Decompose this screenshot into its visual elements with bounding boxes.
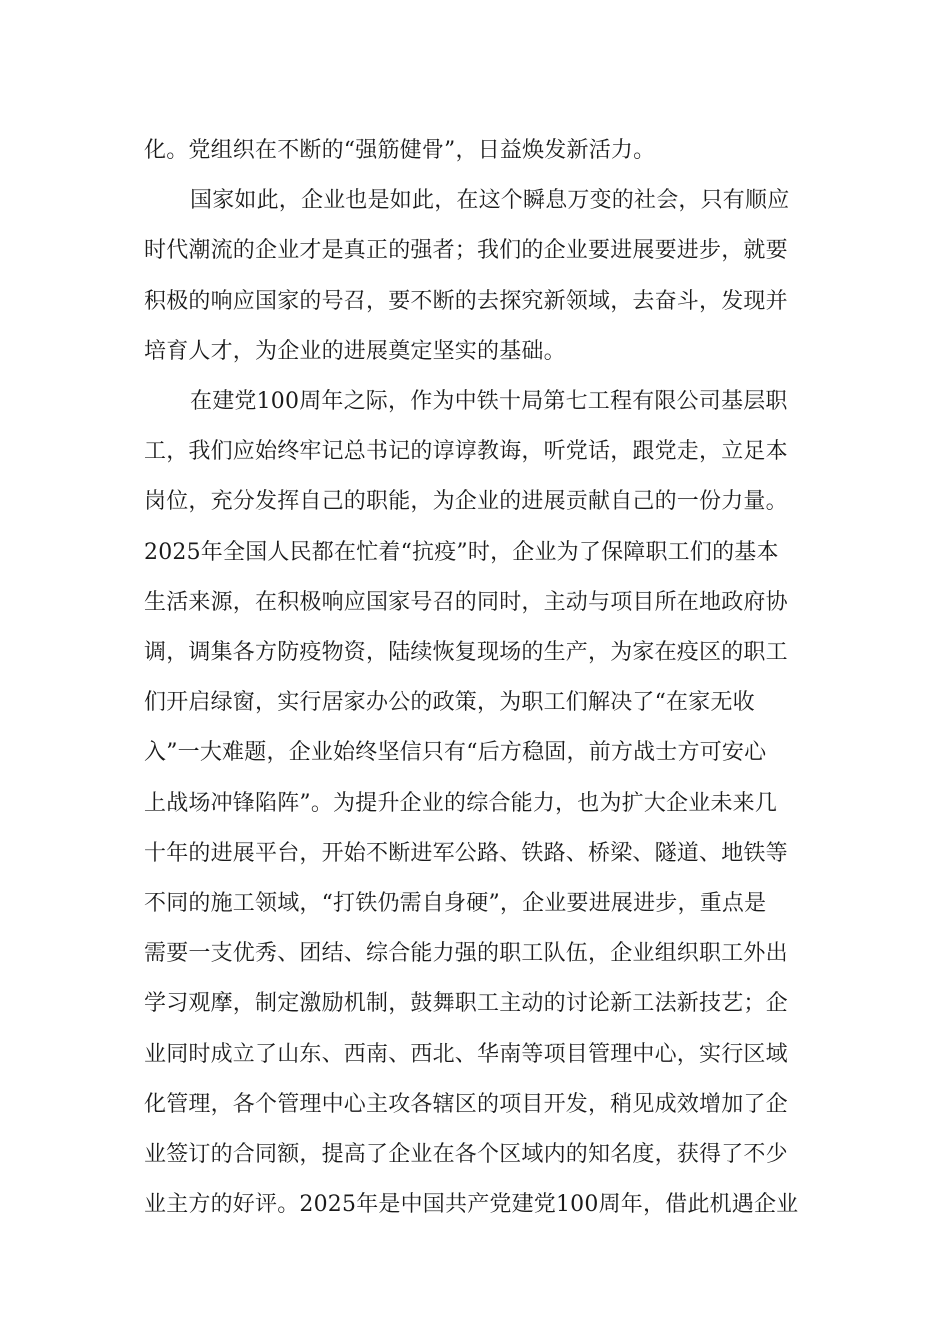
text-line: 们开启绿窗，实行居家办公的政策，为职工们解决了“在家无收 [144, 690, 755, 715]
text-line: 不同的施工领域，“打铁仍需自身硬”，企业要进展进步，重点是 [144, 891, 767, 916]
text-line: 2025年全国人民都在忙着“抗疫”时，企业为了保障职工们的基本 [144, 540, 779, 565]
text-line: 时代潮流的企业才是真正的强者；我们的企业要进展要进步，就要 [144, 238, 788, 263]
text-line: 化管理，各个管理中心主攻各辖区的项目开发，稍见成效增加了企 [144, 1092, 788, 1117]
text-line: 学习观摩，制定激励机制，鼓舞职工主动的讨论新工法新技艺；企 [144, 991, 788, 1016]
text-line: 业主方的好评。2025年是中国共产党建党100周年，借此机遇企业 [144, 1192, 799, 1217]
text-line: 岗位，充分发挥自己的职能，为企业的进展贡献自己的一份力量。 [144, 489, 788, 514]
text-line: 调，调集各方防疫物资，陆续恢复现场的生产，为家在疫区的职工 [144, 640, 788, 665]
text-line: 工，我们应始终牢记总书记的谆谆教诲，听党话，跟党走，立足本 [144, 439, 788, 464]
text-line: 业签订的合同额，提高了企业在各个区域内的知名度，获得了不少 [144, 1142, 788, 1167]
text-line: 需要一支优秀、团结、综合能力强的职工队伍，企业组织职工外出 [144, 941, 788, 966]
text-line: 培育人才，为企业的进展奠定坚实的基础。 [144, 339, 566, 364]
text-line: 积极的响应国家的号召，要不断的去探究新领域，去奋斗，发现并 [144, 289, 788, 314]
text-line: 生活来源，在积极响应国家号召的同时，主动与项目所在地政府协 [144, 590, 788, 615]
text-line: 业同时成立了山东、西南、西北、华南等项目管理中心，实行区域 [144, 1042, 788, 1067]
text-line: 入”一大难题，企业始终坚信只有“后方稳固，前方战士方可安心 [144, 740, 767, 765]
paragraph-start-line: 在建党100周年之际，作为中铁十局第七工程有限公司基层职 [190, 389, 788, 414]
text-line: 上战场冲锋陷阵”。为提升企业的综合能力，也为扩大企业未来几 [144, 791, 778, 816]
paragraph-start-line: 国家如此，企业也是如此，在这个瞬息万变的社会，只有顺应 [190, 188, 790, 213]
text-line: 化。党组织在不断的“强筋健骨”，日益焕发新活力。 [144, 138, 656, 163]
text-line: 十年的进展平台，开始不断进军公路、铁路、桥梁、隧道、地铁等 [144, 841, 788, 866]
